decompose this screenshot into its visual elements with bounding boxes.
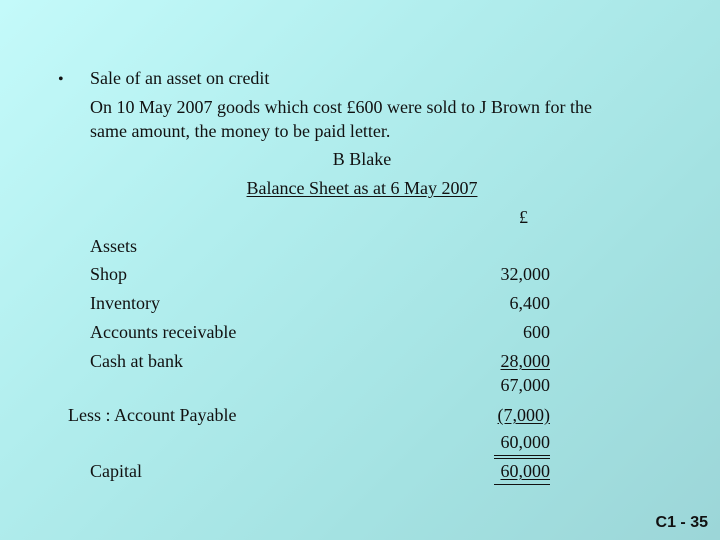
net-total-rule-1 xyxy=(494,455,550,456)
assets-total: 67,000 xyxy=(500,375,550,395)
asset-label-inventory: Inventory xyxy=(90,293,160,313)
net-total: 60,000 xyxy=(500,432,550,452)
asset-value-receivable: 600 xyxy=(523,322,550,342)
bullet-marker: • xyxy=(58,71,64,88)
capital-rule xyxy=(494,484,550,485)
asset-value-cash: 28,000 xyxy=(500,351,550,371)
capital-label: Capital xyxy=(90,461,142,481)
description-line-1: On 10 May 2007 goods which cost £600 were sold to J Brown for the xyxy=(90,97,592,117)
slide-number: C1 - 35 xyxy=(655,514,708,531)
statement-title: Balance Sheet as at 6 May 2007 xyxy=(246,178,478,198)
asset-value-shop: 32,000 xyxy=(500,264,550,284)
currency-header: £ xyxy=(519,207,528,227)
statement-title-wrap xyxy=(0,177,720,199)
company-name: B Blake xyxy=(332,149,392,169)
asset-label-shop: Shop xyxy=(90,264,128,284)
capital-value: 60,000 xyxy=(500,461,550,481)
less-value: (7,000) xyxy=(497,405,550,425)
asset-label-cash: Cash at bank xyxy=(90,351,183,371)
asset-label-receivable: Accounts receivable xyxy=(90,322,237,342)
assets-heading: Assets xyxy=(90,236,138,256)
asset-value-inventory: 6,400 xyxy=(509,293,550,313)
less-label: Less : Account Payable xyxy=(68,405,237,425)
slide-heading: Sale of an asset on credit xyxy=(90,68,270,88)
description-line-2: same amount, the money to be paid letter. xyxy=(90,121,391,141)
net-total-rule-2 xyxy=(494,458,550,459)
